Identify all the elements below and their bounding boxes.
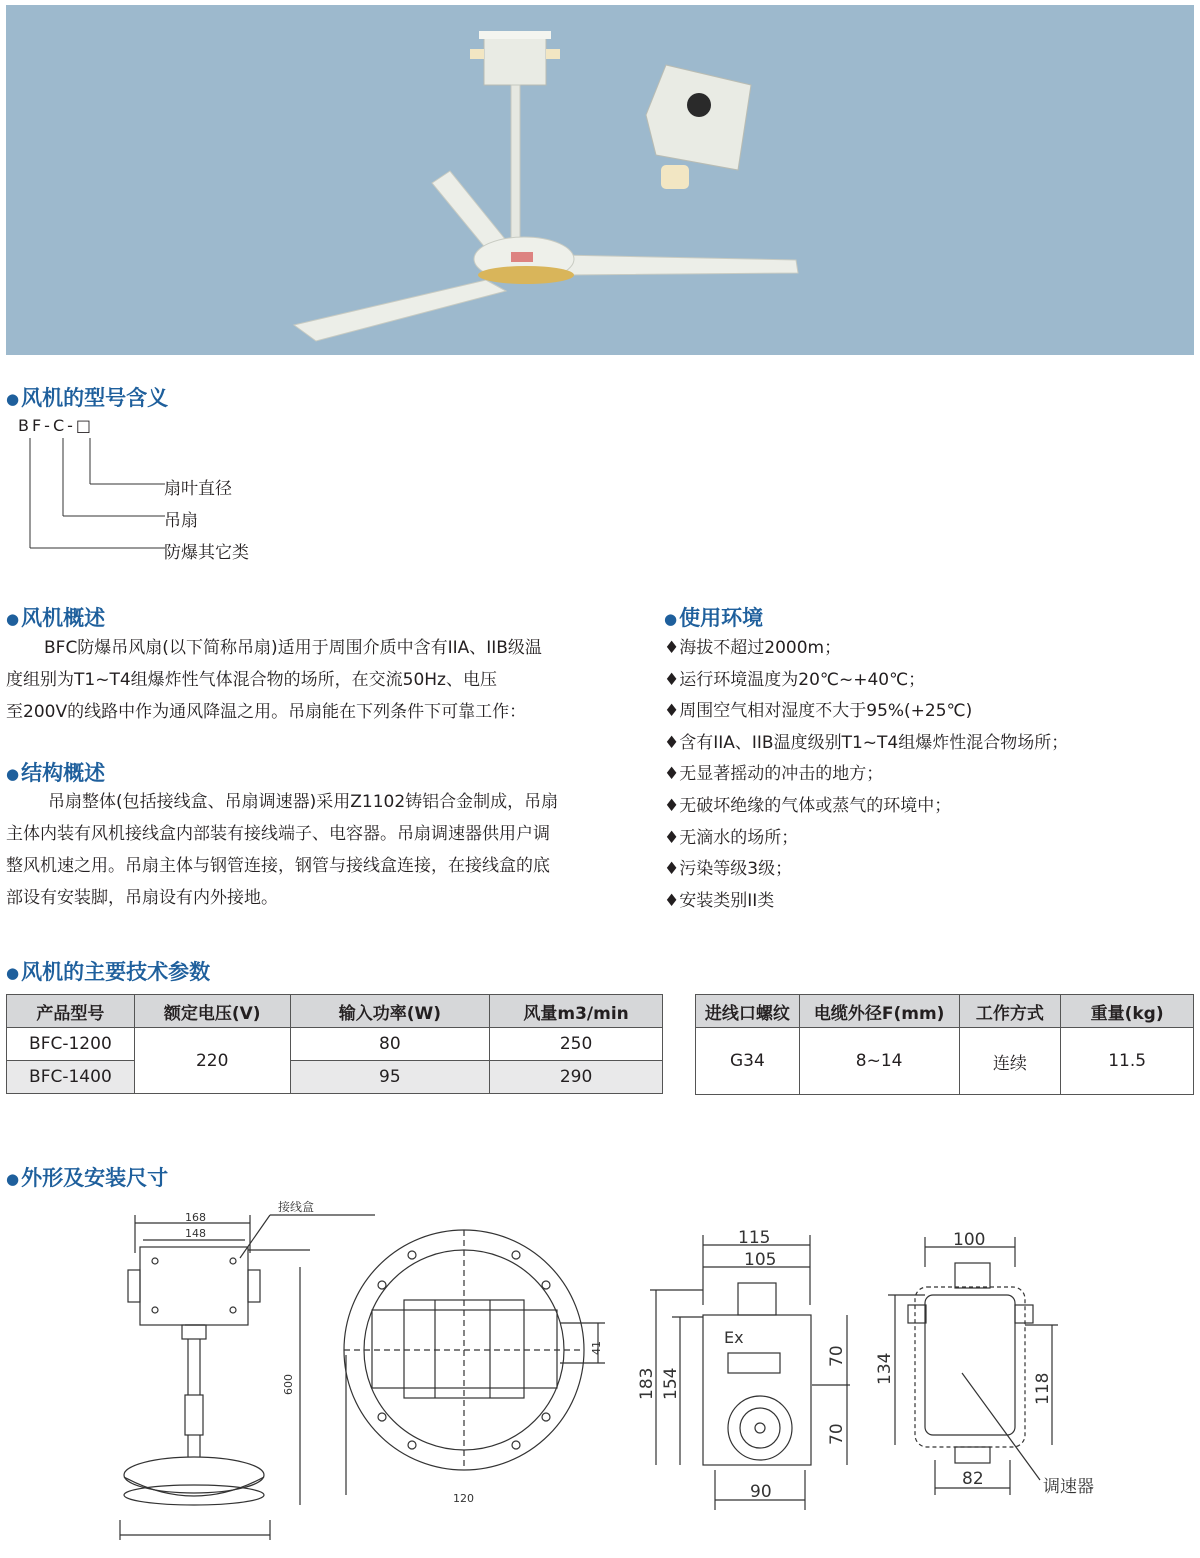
dim-120: 120 xyxy=(453,1492,474,1505)
dim-600: 600 xyxy=(282,1374,295,1395)
table-row xyxy=(7,1028,663,1061)
model-code-tree xyxy=(20,436,170,561)
params-heading: ●风机的主要技术参数 xyxy=(6,960,211,984)
regulator-side-view xyxy=(875,1230,1094,1497)
structure-heading: ●结构概述 xyxy=(6,761,106,785)
dimension-drawings xyxy=(0,1195,1200,1555)
environment-item: ♦含有IIA、IIB温度级别T1~T4组爆炸性混合物场所； xyxy=(664,732,1069,753)
cell-model: BFC-1200 xyxy=(7,1028,135,1061)
environment-item: ♦无滴水的场所； xyxy=(664,827,799,848)
dim-115: 115 xyxy=(738,1228,771,1248)
table-header-row xyxy=(7,995,663,1028)
table-row xyxy=(696,1028,1194,1095)
environment-item: ♦海拔不超过2000m； xyxy=(664,638,842,658)
environment-item: ♦污染等级3级； xyxy=(664,859,793,880)
col-header: 额定电压(V) xyxy=(134,995,290,1028)
environment-item: ♦周围空气相对湿度不大于95%(+25℃) xyxy=(664,701,973,722)
cell-thread: G34 xyxy=(696,1028,800,1095)
table-header-row xyxy=(696,995,1194,1028)
structure-line: 部设有安装脚，吊扇设有内外接地。 xyxy=(6,888,278,908)
dim-100: 100 xyxy=(953,1230,986,1250)
col-header: 重量(kg) xyxy=(1061,995,1194,1028)
environment-list xyxy=(664,633,1068,917)
overview-line: BFC防爆吊风扇(以下简称吊扇)适用于周围介质中含有IIA、IIB级温 xyxy=(44,638,542,658)
ceiling-fan-illustration xyxy=(6,5,1194,355)
environment-item: ♦运行环境温度为20℃~+40℃； xyxy=(664,669,926,690)
code-part-blade-diameter: 扇叶直径 xyxy=(164,479,232,499)
params-table-2 xyxy=(695,994,1194,1095)
col-header: 进线口螺纹 xyxy=(696,995,800,1028)
structure-line: 吊扇整体(包括接线盒、吊扇调速器)采用Z1102铸铝合金制成，吊扇 xyxy=(48,792,559,812)
junction-box-label: 接线盒 xyxy=(278,1200,315,1214)
speed-regulator-image xyxy=(646,65,751,189)
dimensions-heading: ●外形及安装尺寸 xyxy=(6,1166,169,1190)
cell-mode: 连续 xyxy=(959,1028,1061,1095)
regulator-label: 调速器 xyxy=(1043,1477,1094,1497)
dim-90: 90 xyxy=(750,1482,772,1502)
fan-bottom-view xyxy=(344,1230,605,1505)
cell-voltage: 220 xyxy=(134,1028,290,1094)
environment-item: ♦无破坏绝缘的气体或蒸气的环境中； xyxy=(664,795,952,816)
dim-105: 105 xyxy=(744,1250,777,1270)
dim-183: 183 xyxy=(637,1367,657,1400)
dim-168: 168 xyxy=(185,1211,206,1224)
product-photo xyxy=(6,5,1194,355)
environment-item: ♦安装类别II类 xyxy=(664,890,775,911)
code-part-ceiling-fan: 吊扇 xyxy=(164,511,198,531)
structure-line: 主体内装有风机接线盒内部装有接线端子、电容器。吊扇调速器供用户调 xyxy=(6,824,550,844)
dim-118: 118 xyxy=(1033,1372,1053,1405)
structure-line: 整风机速之用。吊扇主体与钢管连接，钢管与接线盒连接，在接线盒的底 xyxy=(6,856,550,876)
dim-134: 134 xyxy=(875,1352,895,1385)
col-header: 工作方式 xyxy=(959,995,1061,1028)
dim-70-top: 70 xyxy=(827,1345,847,1367)
overview-heading: ●风机概述 xyxy=(6,606,106,630)
table-row xyxy=(7,1061,663,1094)
regulator-front-view xyxy=(637,1228,850,1510)
overview-text xyxy=(6,632,646,728)
cell-weight: 11.5 xyxy=(1061,1028,1194,1095)
col-header: 电缆外径F(mm) xyxy=(799,995,959,1028)
params-table-1 xyxy=(6,994,663,1094)
dim-82: 82 xyxy=(962,1469,984,1489)
environment-item: ♦无显著摇动的冲击的地方； xyxy=(664,764,884,785)
fan-side-view xyxy=(120,1199,375,1540)
col-header: 输入功率(W) xyxy=(290,995,490,1028)
cell-airflow: 290 xyxy=(490,1061,663,1094)
cell-power: 95 xyxy=(290,1061,490,1094)
cell-cable: 8~14 xyxy=(799,1028,959,1095)
dim-41: 41 xyxy=(590,1341,603,1355)
structure-text xyxy=(6,786,646,914)
ex-mark: Ex xyxy=(724,1328,744,1347)
cell-power: 80 xyxy=(290,1028,490,1061)
overview-line: 至200V的线路中作为通风降温之用。吊扇能在下列条件下可靠工作： xyxy=(6,702,527,722)
environment-heading: ●使用环境 xyxy=(664,606,764,630)
code-part-explosion-proof: 防爆其它类 xyxy=(164,543,249,563)
dim-70-bottom: 70 xyxy=(827,1423,847,1445)
cell-model: BFC-1400 xyxy=(7,1061,135,1094)
junction-box-image xyxy=(470,31,560,85)
col-header: 产品型号 xyxy=(7,995,135,1028)
overview-line: 度组别为T1~T4组爆炸性气体混合物的场所，在交流50Hz、电压 xyxy=(6,670,497,690)
model-meaning-heading: ●风机的型号含义 xyxy=(6,386,169,410)
cell-airflow: 250 xyxy=(490,1028,663,1061)
dim-148: 148 xyxy=(185,1227,206,1240)
col-header: 风量m3/min xyxy=(490,995,663,1028)
dim-154: 154 xyxy=(661,1367,681,1400)
model-code: BF-C-□ xyxy=(18,416,95,435)
